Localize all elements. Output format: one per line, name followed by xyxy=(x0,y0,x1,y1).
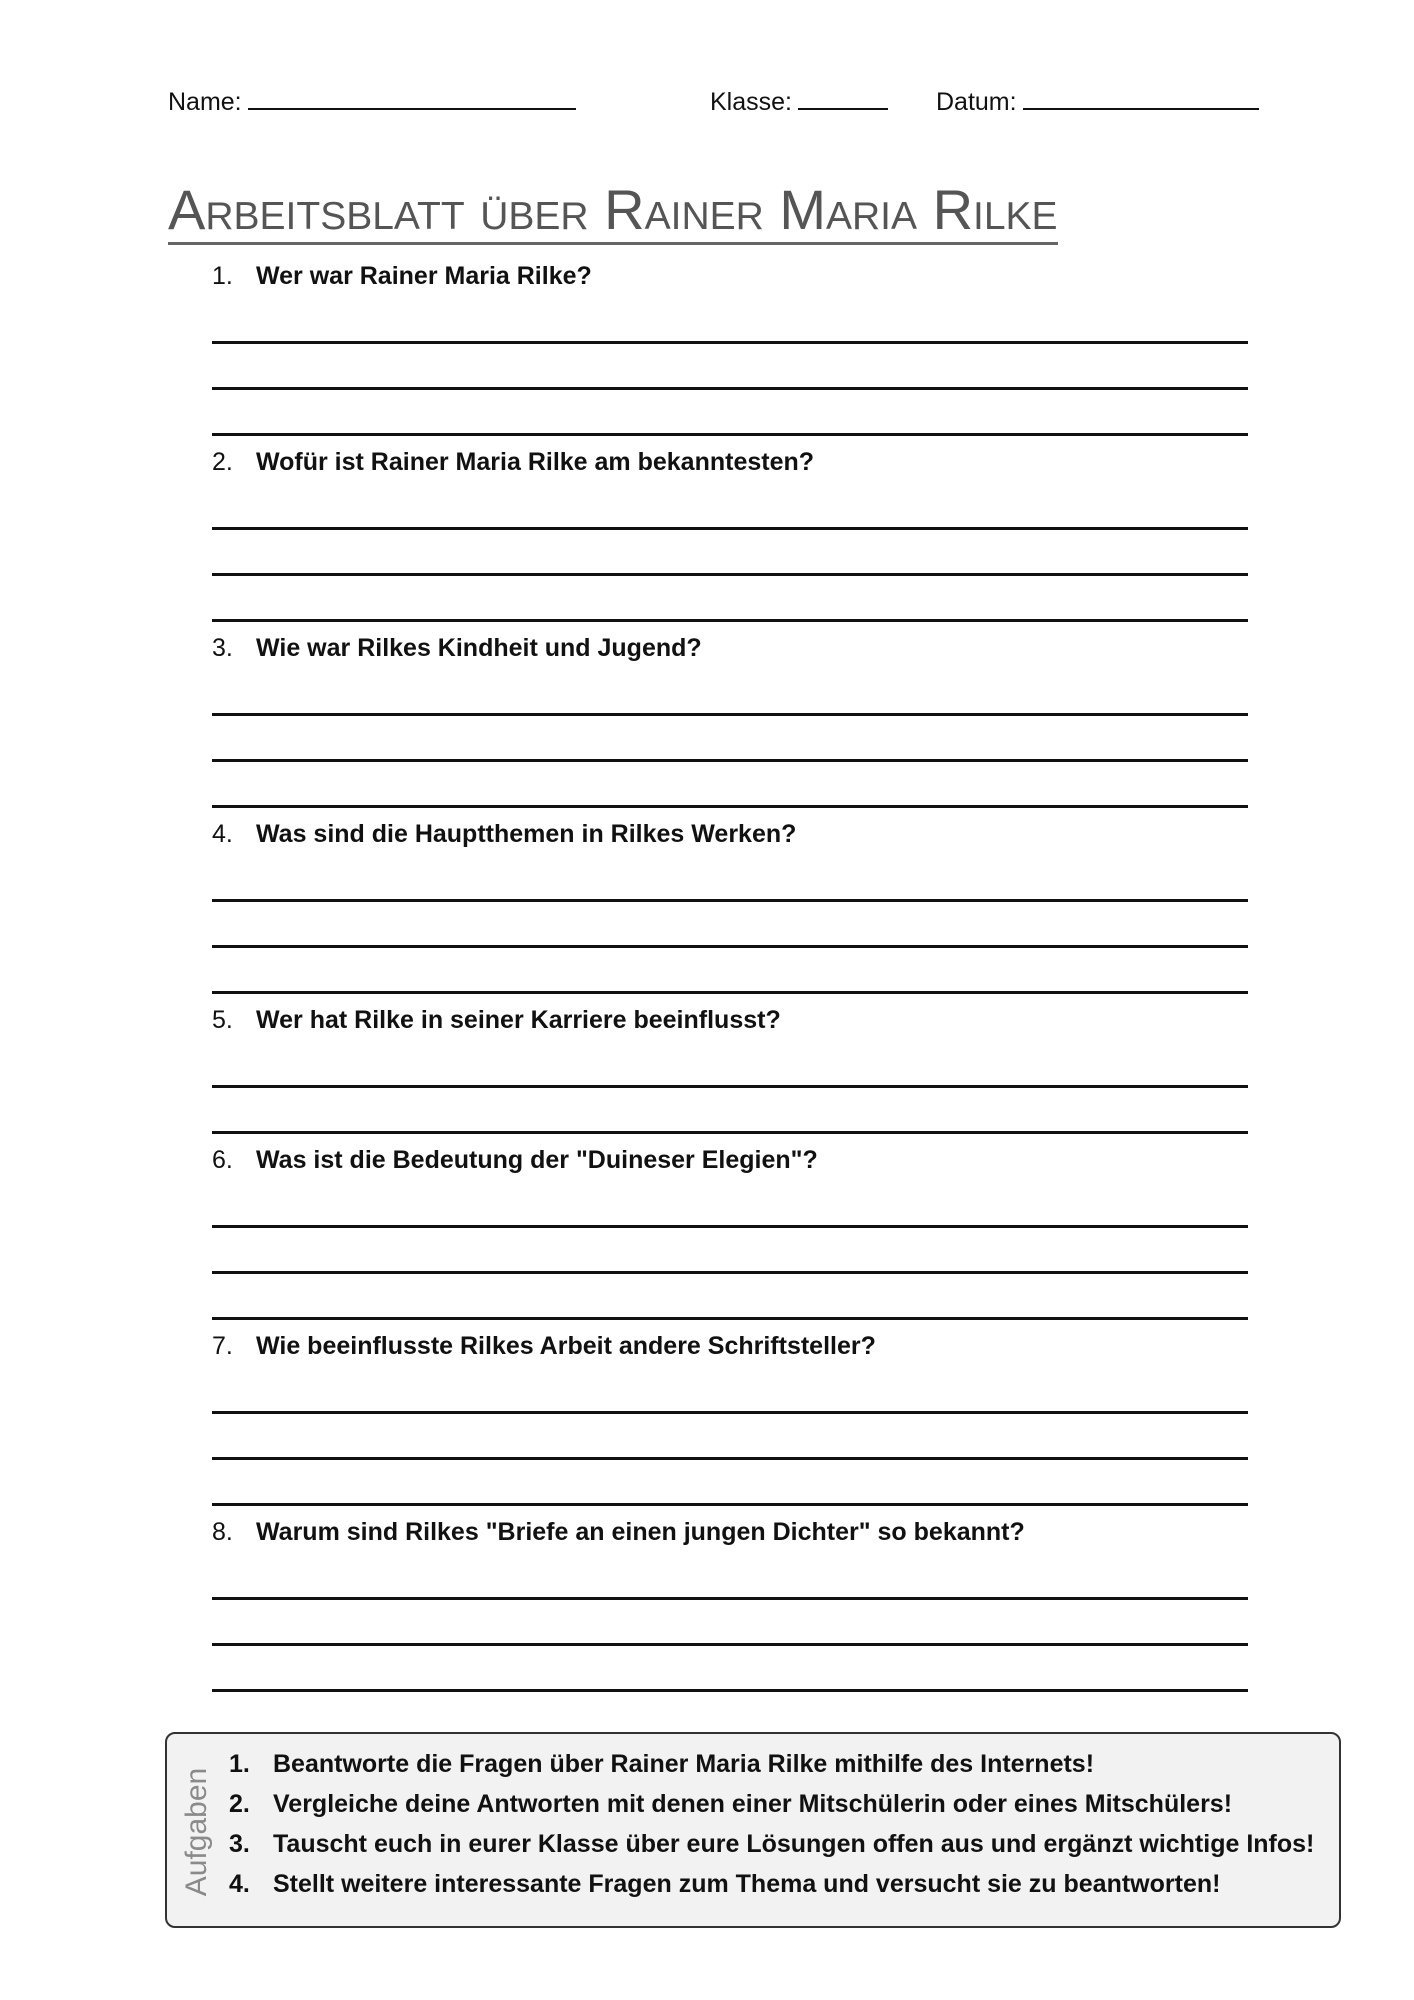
answer-line[interactable] xyxy=(212,716,1248,762)
answer-line[interactable] xyxy=(212,1042,1248,1088)
answer-line[interactable] xyxy=(212,902,1248,948)
class-field xyxy=(710,86,888,117)
name-field xyxy=(168,86,576,117)
answer-line[interactable] xyxy=(212,670,1248,716)
answer-lines xyxy=(212,1042,1248,1134)
question-text: Was ist die Bedeutung der "Duineser Elegien"? xyxy=(256,1146,818,1174)
question-text: Was sind die Hauptthemen in Rilkes Werken? xyxy=(256,820,797,848)
question-number: 1. xyxy=(212,262,233,290)
question-text: Wer war Rainer Maria Rilke? xyxy=(256,262,592,290)
question-text: Wie beeinflusste Rilkes Arbeit andere Schriftsteller? xyxy=(256,1332,876,1360)
task-text: Vergleiche deine Antworten mit denen einer Mitschülerin oder eines Mitschülers! xyxy=(273,1790,1233,1818)
answer-line[interactable] xyxy=(212,762,1248,808)
question-number: 4. xyxy=(212,820,233,848)
tasks-label-text: Aufgaben xyxy=(180,1767,214,1897)
date-write-line[interactable] xyxy=(1023,86,1259,110)
answer-lines xyxy=(212,298,1248,436)
page-title: Arbeitsblatt über Rainer Maria Rilke xyxy=(168,180,1058,245)
answer-lines xyxy=(212,670,1248,808)
answer-line[interactable] xyxy=(212,298,1248,344)
question-number: 5. xyxy=(212,1006,233,1034)
answer-lines xyxy=(212,1182,1248,1320)
answer-lines xyxy=(212,1368,1248,1506)
answer-line[interactable] xyxy=(212,948,1248,994)
answer-line[interactable] xyxy=(212,1554,1248,1600)
name-write-line[interactable] xyxy=(248,86,576,110)
question-number: 7. xyxy=(212,1332,233,1360)
tasks-box xyxy=(165,1732,1341,1928)
answer-lines xyxy=(212,1554,1248,1692)
answer-line[interactable] xyxy=(212,1646,1248,1692)
question-text: Wie war Rilkes Kindheit und Jugend? xyxy=(256,634,702,662)
answer-line[interactable] xyxy=(212,1460,1248,1506)
answer-line[interactable] xyxy=(212,856,1248,902)
answer-line[interactable] xyxy=(212,530,1248,576)
answer-line[interactable] xyxy=(212,344,1248,390)
date-field xyxy=(936,86,1259,117)
task-item xyxy=(229,1784,1314,1824)
task-number: 2. xyxy=(229,1790,250,1818)
task-item xyxy=(229,1824,1314,1864)
task-text: Beantworte die Fragen über Rainer Maria Rilke mithilfe des Internets! xyxy=(273,1750,1095,1778)
task-number: 1. xyxy=(229,1750,250,1778)
class-write-line[interactable] xyxy=(798,86,888,110)
task-item xyxy=(229,1744,1314,1784)
question-number: 8. xyxy=(212,1518,233,1546)
answer-line[interactable] xyxy=(212,484,1248,530)
answer-lines xyxy=(212,856,1248,994)
task-item xyxy=(229,1864,1314,1904)
answer-line[interactable] xyxy=(212,1228,1248,1274)
question-text: Warum sind Rilkes "Briefe an einen jungen Dichter" so bekannt? xyxy=(256,1518,1025,1546)
header-fields xyxy=(0,86,1414,116)
task-number: 3. xyxy=(229,1830,250,1858)
class-label: Klasse: xyxy=(710,88,792,116)
question-number: 2. xyxy=(212,448,233,476)
question-number: 3. xyxy=(212,634,233,662)
answer-line[interactable] xyxy=(212,576,1248,622)
answer-line[interactable] xyxy=(212,1274,1248,1320)
answer-line[interactable] xyxy=(212,1414,1248,1460)
answer-line[interactable] xyxy=(212,1600,1248,1646)
task-number: 4. xyxy=(229,1870,250,1898)
answer-lines xyxy=(212,484,1248,622)
task-text: Stellt weitere interessante Fragen zum Thema und versucht sie zu beantworten! xyxy=(273,1870,1221,1898)
answer-line[interactable] xyxy=(212,1368,1248,1414)
tasks-vertical-label xyxy=(177,1754,217,1910)
question-text: Wer hat Rilke in seiner Karriere beeinflusst? xyxy=(256,1006,781,1034)
answer-line[interactable] xyxy=(212,390,1248,436)
name-label: Name: xyxy=(168,88,242,116)
answer-line[interactable] xyxy=(212,1088,1248,1134)
question-text: Wofür ist Rainer Maria Rilke am bekanntesten? xyxy=(256,448,815,476)
answer-line[interactable] xyxy=(212,1182,1248,1228)
task-text: Tauscht euch in eurer Klasse über eure Lösungen offen aus und ergänzt wichtige Infos! xyxy=(273,1830,1315,1858)
date-label: Datum: xyxy=(936,88,1017,116)
tasks-list xyxy=(229,1744,1314,1904)
question-number: 6. xyxy=(212,1146,233,1174)
